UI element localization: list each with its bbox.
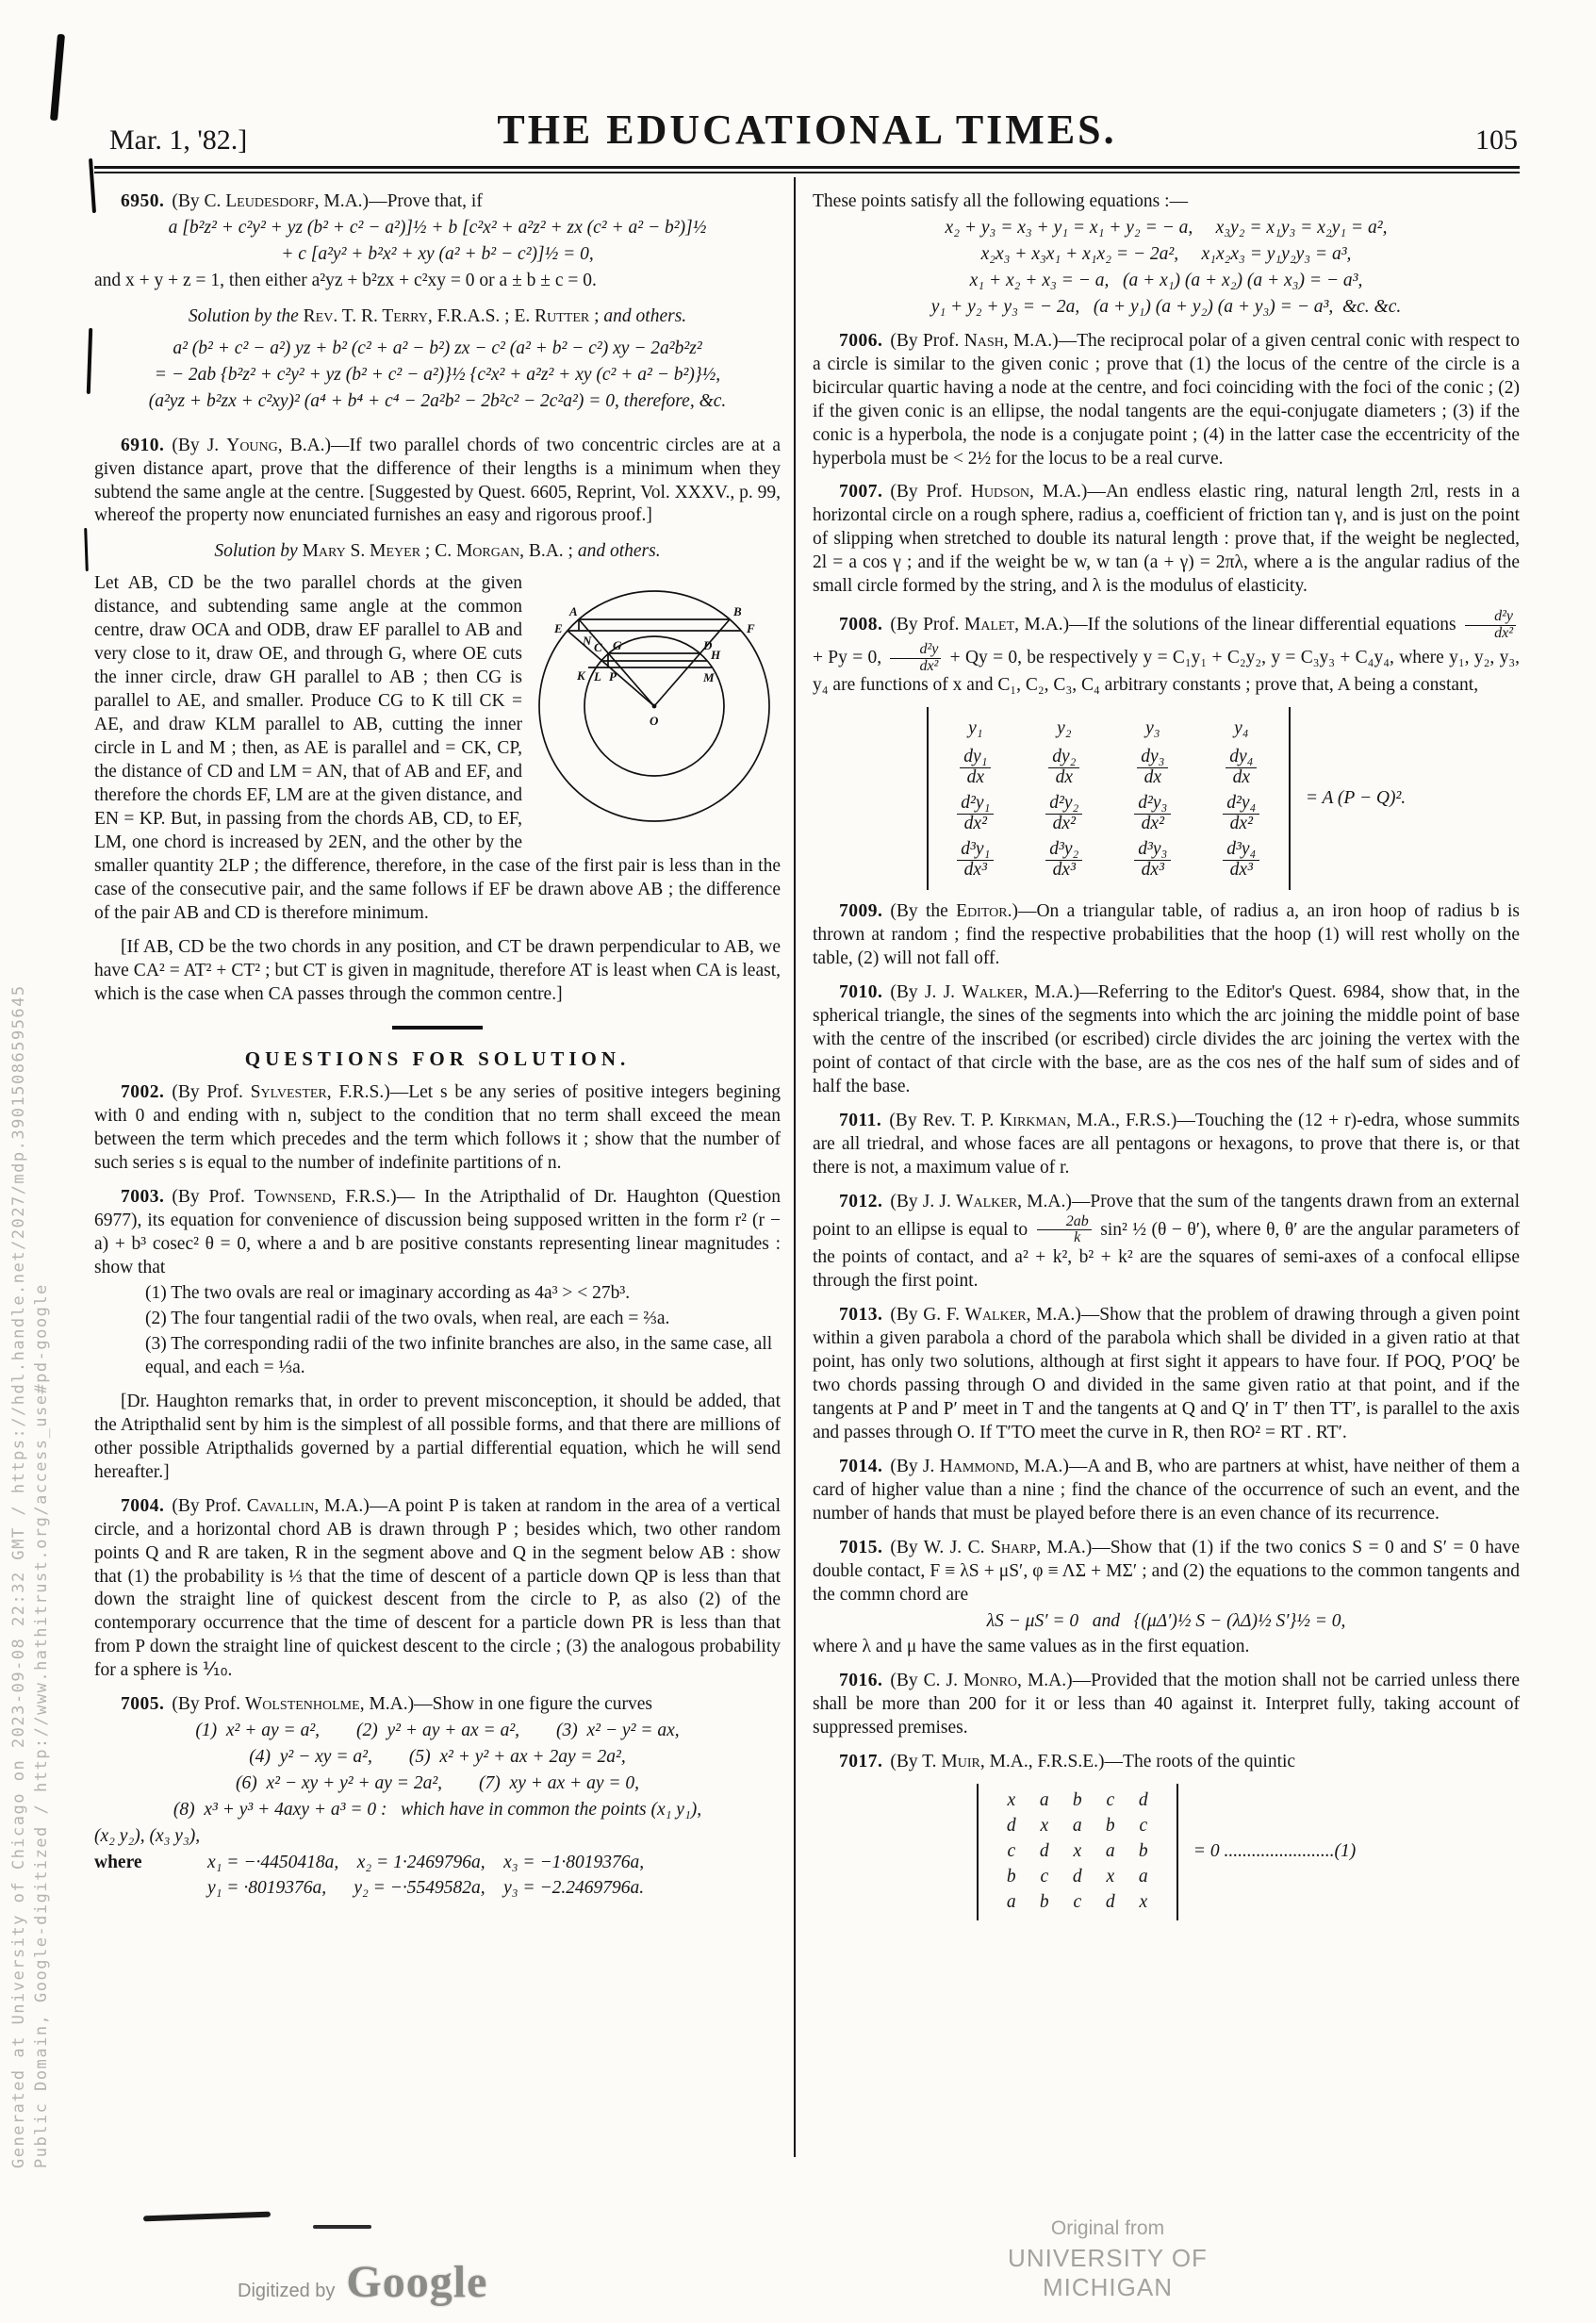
equation: (6) x² − xy + y² + ay = 2a², (7) xy + ax + ay = 0, xyxy=(235,1773,640,1794)
matrix-cell: $\frac{\text{d³y₂}}{\text{dx³}}$ xyxy=(1036,840,1093,880)
matrix-cell: a xyxy=(1105,1841,1115,1862)
question-text: —An endless elastic ring, natural length 2πl, rests in a horizontal circle on a rough sphere, radius a, coefficient of friction tan γ, and is just on the point of slipping when stretched to double its natural length : prove that, if the weight be neglected, 2l = a cos γ ; and if the weight be w, w tan (a + γ) = 2πλ, where a is the angular radius of the small circle formed by the string, and λ is the modulus of elasticity. xyxy=(813,482,1520,597)
matrix-cell: $\frac{\text{d²y₁}}{\text{dx²}}$ xyxy=(947,794,1004,833)
equation: λS − μS′ = 0 and {(μΔ′)½ S − (λΔ)½ S′}½ = 0, xyxy=(986,1610,1346,1631)
matrix-row xyxy=(997,1815,1158,1838)
question-number: 7015. xyxy=(839,1537,883,1557)
author-credit: , F.R.S.) xyxy=(326,1082,390,1103)
author-credit: (By Prof. xyxy=(890,330,964,351)
matrix-cell: x xyxy=(1007,1790,1016,1811)
author-name: Wolstenholme xyxy=(244,1694,360,1715)
solution-credit-post: and others. xyxy=(599,305,687,326)
author-credit: , M.A.) xyxy=(1026,1305,1081,1326)
gutter-license-note: Public Domain, Google-digitized / http://www.hathitrust.org/access_use#pd-google xyxy=(32,1283,51,2168)
question-text: —Provided that the motion shall not be carried unless there shall be more than 200 for it or less than 40 against it. Interpret fully, taking account of suppressed premises. xyxy=(813,1671,1520,1738)
inline-fraction: $\frac{2ab}{k}$ xyxy=(1037,1214,1092,1247)
list-item: (3) The corresponding radii of the two infinite branches are also, in the same case, all equal, and each = ⅓a. xyxy=(145,1333,773,1377)
equation: x₁ = −·4450418a, x₂ = 1·2469796a, x₃ = −1·8019376a, xyxy=(207,1853,645,1873)
question-text: —Show that (1) if the two conics S = 0 and S′ = 0 have double contact, F ≡ λS + μS′, φ ≡ ΛΣ + MΣ′ ; and (2) the equations to the common tangents and the commn chord are xyxy=(813,1537,1520,1605)
equation: (8) x³ + y³ + 4axy + a³ = 0 : which have in common the points (x₁ y₁), xyxy=(173,1800,702,1821)
author-name: Leudesdorf xyxy=(225,191,315,211)
question-number: 7004. xyxy=(121,1495,165,1516)
diagram-label: P xyxy=(609,669,617,684)
question-7004 xyxy=(94,1495,781,1684)
diagram-label: E xyxy=(554,621,563,636)
matrix-cell: y₃ xyxy=(1145,718,1160,739)
author-credit: , F.R.S.) xyxy=(331,1187,397,1208)
author-name: Hammond xyxy=(939,1456,1015,1476)
author-credit: , M.A.) xyxy=(1023,982,1080,1003)
matrix-cell: $\frac{\text{dy₃}}{dx}$ xyxy=(1125,748,1181,787)
question-text: —Show in one figure the curves xyxy=(414,1694,653,1715)
question-text: —The roots of the quintic xyxy=(1104,1752,1296,1772)
equation: x₂x₃ + x₃x₁ + x₁x₂ = − 2a², x₁x₂x₃ = y₁y₂y₃ = a³, xyxy=(980,243,1352,264)
list-item: (2) The four tangential radii of the two ovals, when real, are each = ⅔a. xyxy=(145,1309,670,1328)
question-number: 7005. xyxy=(121,1694,165,1715)
right-column xyxy=(794,177,1520,2157)
author-credit: (By Prof. xyxy=(172,1082,251,1103)
matrix-cell: x xyxy=(1073,1841,1082,1862)
author-name: Kirkman xyxy=(999,1110,1067,1130)
matrix-row xyxy=(947,840,1270,880)
question-number: 7011. xyxy=(839,1110,882,1130)
author-credit: , B.A.) xyxy=(277,435,332,455)
header-rule xyxy=(94,166,1520,173)
question-7005 xyxy=(94,1693,781,1717)
solution-6910 xyxy=(94,572,781,1006)
diagram-label: K xyxy=(577,668,585,684)
matrix-cell: d xyxy=(1039,1841,1049,1862)
equation: a [b²z² + c²y² + yz (b² + c² − a²)]½ + b [c²x² + a²z² + zx (c² + a² − b²)]½ xyxy=(168,217,707,238)
question-number: 7008. xyxy=(839,615,883,635)
page-title: THE EDUCATIONAL TIMES. xyxy=(497,107,1117,153)
question-number: 6910. xyxy=(121,435,165,455)
author-credit: , M.A., F.R.S.E.) xyxy=(979,1752,1105,1772)
matrix-cell: b xyxy=(1039,1892,1049,1913)
diagram-label: M xyxy=(703,670,715,685)
question-text: —If the solutions of the linear differential equations xyxy=(1069,615,1462,635)
matrix-cell: c xyxy=(1040,1867,1049,1887)
author-credit: , M.A.) xyxy=(1017,1671,1073,1691)
author-credit: , M.A.) xyxy=(314,191,370,211)
author-name: Editor xyxy=(956,901,1008,922)
author-credit: (By Rev. T. P. xyxy=(889,1110,1000,1130)
author-name: Sylvester xyxy=(250,1082,327,1103)
equation-note: where λ and μ have the same values as in the first equation. xyxy=(813,1637,1250,1657)
solution-remark: [If AB, CD be the two chords in any position, and CT be drawn perpendicular to AB, we have CA² = AT² + CT² ; but CT is given in magnitude, therefore AT is least when CA is least, which is the case when CA passes through the common centre.] xyxy=(94,936,781,1004)
matrix-cell: x xyxy=(1106,1867,1115,1887)
question-text: + Qy = 0, be respectively y = C₁y₁ + C₂y₂, y = C₃y₃ + C₄y₄, where y₁, y₂, y₃, y₄ are functions of x and C₁, C₂, C₃, C₄ arbitrary constants ; prove that, A being a constant, xyxy=(813,647,1521,696)
diagram-label: G xyxy=(613,638,622,653)
diagram-label: O xyxy=(650,714,659,729)
matrix-cell: a xyxy=(1039,1790,1049,1811)
matrix-cell: $\frac{\text{d²y₃}}{\text{dx²}}$ xyxy=(1125,794,1181,833)
question-text: —Touching the (12 + r)-edra, whose summits are all triedral, and whose faces are all pentagons or hexagons, to prove that there is, or that there is not, a maximum value of r. xyxy=(813,1110,1520,1178)
matrix-cell: a xyxy=(1138,1867,1148,1887)
scan-smudge xyxy=(313,2225,371,2229)
google-logo: Google xyxy=(346,2257,488,2307)
question-text: —Prove that, if xyxy=(369,191,483,211)
continuation-intro: These points satisfy all the following equations :— xyxy=(813,191,1189,211)
diagram-label: D xyxy=(703,638,713,653)
author-name: Malet xyxy=(964,615,1015,635)
solver-names: Mary S. Meyer ; C. Morgan, B.A. ; xyxy=(302,541,573,562)
author-credit: , M.A.) xyxy=(1014,1456,1069,1476)
page-content xyxy=(94,106,1520,2157)
matrix-row xyxy=(997,1891,1158,1915)
author-credit: .) xyxy=(1007,901,1018,922)
matrix-cell: y₁ xyxy=(968,718,983,739)
matrix-cell: c xyxy=(1073,1892,1082,1913)
equation: y₁ = ·8019376a, y₂ = −·5549582a, y₃ = −2.2469796a. xyxy=(207,1877,645,1898)
question-text: —On a triangular table, of radius a, an iron hoop of radius b is thrown at random ; find the respective probabilities that the hoop (1) will rest wholly on the table, (2) will not fall off. xyxy=(813,901,1520,969)
matrix-cell: a xyxy=(1006,1892,1016,1913)
where-line xyxy=(94,1852,781,1875)
matrix-cell: b xyxy=(1138,1841,1148,1862)
digitized-by-label: Digitized by xyxy=(238,2281,336,2301)
matrix-row xyxy=(947,717,1270,741)
question-number: 7003. xyxy=(121,1187,165,1208)
question-number: 6950. xyxy=(121,191,165,211)
question-number: 7013. xyxy=(839,1305,883,1326)
matrix-cell: x xyxy=(1040,1816,1049,1837)
question-number: 7007. xyxy=(839,482,883,502)
author-credit: (By C. xyxy=(172,191,226,211)
question-number: 7016. xyxy=(839,1671,883,1691)
equation: (4) y² − xy = a², (5) x² + y² + ax + 2ay = 2a², xyxy=(249,1747,626,1768)
section-divider xyxy=(392,1026,483,1030)
question-text: —Let s be any series of positive integers begining with 0 and ending with n, subject to the condition that no term shall exceed the mean between the term which precedes and the term which follows it ; show that the number of such series s is equal to the number of indefinite partitions of n. xyxy=(94,1082,781,1174)
matrix-cell: $\frac{\text{dy₂}}{dx}$ xyxy=(1036,748,1093,787)
solution-credit-pre: Solution by xyxy=(214,541,303,562)
author-credit: (By the xyxy=(890,901,957,922)
matrix-cell: a xyxy=(1072,1816,1082,1837)
author-credit: (By Prof. xyxy=(172,1187,255,1208)
question-7012 xyxy=(813,1191,1520,1293)
matrix-row xyxy=(947,794,1270,833)
author-credit: (By Prof. xyxy=(172,1694,245,1715)
question-7002 xyxy=(94,1081,781,1176)
where-label-spacer xyxy=(94,1877,207,1901)
matrix-cell: d xyxy=(1138,1790,1148,1811)
determinant-7017 xyxy=(813,1784,1520,1920)
left-column xyxy=(94,177,794,2157)
section-heading: QUESTIONS FOR SOLUTION. xyxy=(244,1046,631,1070)
matrix-cell: y₄ xyxy=(1234,718,1249,739)
issue-date: Mar. 1, '82.] xyxy=(109,124,248,156)
question-7016 xyxy=(813,1670,1520,1740)
equation: x₂ + y₃ = x₃ + y₁ = x₁ + y₂ = − a, x₃y₂ = x₁y₃ = x₂y₁ = a², xyxy=(945,217,1388,238)
question-text: —If two parallel chords of two concentric circles are at a given distance apart, prove that the difference of their lengths is a minimum when they subtend the same angle at the centre. [Suggested by Quest. 6605, Reprint, Vol. XXXV., p. 99, whereof the property now enunciated furnishes an easy and rigorous proof.] xyxy=(94,435,782,526)
question-7003 xyxy=(94,1186,781,1280)
equation: + c [a²y² + b²x² + xy (a² + b² − c²)]½ = 0, xyxy=(281,243,594,264)
matrix-cell: b xyxy=(1006,1867,1016,1887)
matrix-cell: c xyxy=(1139,1816,1148,1837)
question-6950 xyxy=(94,190,781,214)
question-7013 xyxy=(813,1304,1520,1445)
determinant-matrix xyxy=(927,707,1291,890)
question-6910 xyxy=(94,435,781,529)
author-name: Cavallin xyxy=(246,1495,315,1516)
equation: (x₂ y₂), (x₃ y₃), xyxy=(94,1826,201,1847)
original-institution: UNIVERSITY OF MICHIGAN xyxy=(1008,2244,1208,2301)
matrix-row xyxy=(997,1866,1158,1889)
matrix-cell: c xyxy=(1106,1790,1115,1811)
question-7014 xyxy=(813,1456,1520,1526)
equation: (1) x² + ay = a², (2) y² + ay + ax = a², (3) x² − y² = ax, xyxy=(195,1721,680,1741)
matrix-cell: b xyxy=(1072,1790,1082,1811)
author-name: Walker xyxy=(964,1305,1027,1326)
question-number: 7010. xyxy=(839,982,883,1003)
author-name: Hudson xyxy=(970,482,1030,502)
equation: (a²yz + b²zx + c²xy)² (a⁴ + b⁴ + c⁴ − 2a²b² − 2b²c² − 2c²a²) = 0, therefore, &c. xyxy=(148,390,727,411)
author-credit: , M.A.) xyxy=(1036,1537,1093,1557)
question-7015 xyxy=(813,1537,1520,1607)
question-number: 7014. xyxy=(839,1456,883,1476)
condition-line: and x + y + z = 1, then either a²yz + b²zx + c²xy = 0 or a ± b ± c = 0. xyxy=(94,270,597,290)
inline-fraction: $\frac{\text{d²y}}{\text{dx²}}$ xyxy=(890,642,941,675)
question-text: + Py = 0, xyxy=(813,647,887,667)
solution-credit-pre: Solution by the xyxy=(188,305,304,326)
matrix-cell: x xyxy=(1139,1892,1148,1913)
where-line xyxy=(94,1877,781,1901)
author-credit: , M.A.) xyxy=(314,1495,370,1516)
matrix-row xyxy=(997,1789,1158,1813)
original-from-footer xyxy=(947,2217,1268,2302)
diagram-label: H xyxy=(711,648,721,663)
diagram-label: N xyxy=(583,634,592,649)
author-name: Townsend xyxy=(254,1187,332,1208)
scan-artifact xyxy=(87,328,92,394)
question-number: 7006. xyxy=(839,330,883,351)
two-column-layout xyxy=(94,177,1520,2157)
author-credit: , M.A., F.R.S.) xyxy=(1066,1110,1177,1130)
matrix-cell: c xyxy=(1007,1841,1016,1862)
question-number: 7012. xyxy=(839,1191,883,1211)
question-text: —Referring to the Editor's Quest. 6984, show that, in the spherical triangle, the sines of the segments into which the arc joining the middle point of base with the centre of the inscribed (or escribed) circle divides the arc joining the vertex with the point of contact of that circle with the base, are as the cos nes of the half sum of sides and of half the base. xyxy=(813,982,1520,1096)
scan-smudge xyxy=(143,2212,271,2222)
equation: x₁ + x₂ + x₃ = − a, (a + x₁) (a + x₂) (a + x₃) = − a³, xyxy=(969,270,1363,290)
where-label: where xyxy=(94,1853,142,1873)
solver-names: Rev. T. R. Terry, F.R.A.S. ; E. Rutter ; xyxy=(303,305,600,326)
gutter-provenance-note: Generated at University of Chicago on 2023-09-08 22:32 GMT / https://hdl.handle.net/2027/mdp.39015086595645 xyxy=(9,984,28,2168)
question-number: 7017. xyxy=(839,1752,883,1772)
diagram-label: A xyxy=(569,604,578,619)
question-number: 7009. xyxy=(839,901,883,922)
inline-fraction: $\frac{\text{d²y}}{\text{dx²}}$ xyxy=(1465,609,1516,642)
equation: y₁ + y₂ + y₃ = − 2a, (a + y₁) (a + y₂) (a + y₃) = − a³, &c. &c. xyxy=(930,296,1402,317)
digitized-by-footer xyxy=(238,2256,487,2308)
matrix-cell: d xyxy=(1006,1816,1016,1837)
question-number: 7002. xyxy=(121,1082,165,1103)
question-text: sin² ½ (θ − θ′), where θ, θ′ are the angular parameters of the points of contact, and a² + k², b² + k² are the squares of semi-axes of a confocal ellipse through the first point. xyxy=(813,1219,1520,1292)
question-text: —The reciprocal polar of a given central conic with respect to a circle is similar to the given conic ; prove that (1) the locus of the centre of the circle is a bicircular quartic having a node at the centre, and foci coinciding with the foci of the conic ; (2) if the given conic is an ellipse, the nodal tangents are the equi-conjugate diameters ; (3) if the conic is a hyperbola, the node is a conjugate point ; (4) in the latter case the eccentricity of the hyperbola must be < 2½ for the locus to be a real curve. xyxy=(813,330,1520,469)
author-credit: (By J. xyxy=(172,435,227,455)
author-credit: , M.A.) xyxy=(359,1694,415,1715)
author-name: Sharp xyxy=(991,1537,1037,1557)
question-7017 xyxy=(813,1751,1520,1774)
solution-credit xyxy=(94,305,781,329)
matrix-row xyxy=(997,1840,1158,1864)
author-credit: (By J. xyxy=(890,1456,940,1476)
question-text: —Prove that the sum of the tangents drawn from an external point to an ellipse is equal to xyxy=(813,1191,1520,1240)
page-number: 105 xyxy=(1475,124,1518,156)
author-credit: , M.A.) xyxy=(1003,330,1059,351)
author-credit: (By Prof. xyxy=(890,615,965,635)
solution-credit-post: and others. xyxy=(572,541,661,562)
question-7010 xyxy=(813,981,1520,1099)
scan-artifact xyxy=(84,528,89,571)
determinant-7008 xyxy=(813,707,1520,890)
author-name: Nash xyxy=(963,330,1004,351)
author-name: Young xyxy=(226,435,278,455)
author-credit: (By W. J. C. xyxy=(890,1537,992,1557)
question-7011 xyxy=(813,1110,1520,1180)
question-7007 xyxy=(813,481,1520,599)
list-item: (1) The two ovals are real or imaginary according as 4a³ > < 27b³. xyxy=(145,1283,631,1304)
author-name: Walker xyxy=(956,1191,1018,1211)
scan-artifact xyxy=(50,34,65,121)
matrix-cell: $\frac{\text{d²y₂}}{\text{dx²}}$ xyxy=(1036,794,1093,833)
author-name: Monro xyxy=(963,1671,1018,1691)
original-from-label: Original from xyxy=(1050,2217,1165,2239)
matrix-cell: $\frac{\text{d²y₄}}{\text{dx²}}$ xyxy=(1213,794,1270,833)
author-credit: (By J. J. xyxy=(890,982,963,1003)
page-header xyxy=(94,106,1520,158)
concentric-circles-diagram xyxy=(534,576,781,829)
matrix-cell: b xyxy=(1105,1816,1115,1837)
matrix-cell: y₂ xyxy=(1057,718,1072,739)
question-text: —A point P is taken at random in the area of a vertical circle, and a horizontal chord AB is drawn through P ; besides which, two other random points Q and R are taken, R in the segment above and Q in the segment below AB : show that (1) the probability is ⅓ that the time of descent of a particle down QP is less than that down the straight line of quickest descent from the circle to P, as also (2) of the contemporary occurrence that the time of descent for a particle down PR is less than that from P down the straight line of quickest descent to the circle ; (3) the analogous probability for a sphere is ⅒. xyxy=(94,1495,781,1681)
question-7008 xyxy=(813,609,1520,698)
equation: a² (b² + c² − a²) yz + b² (c² + a² − b²) zx − c² (a² + b² − c²) xy − 2a²b²z² xyxy=(173,338,702,358)
author-credit: (By J. J. xyxy=(890,1191,957,1211)
author-credit: , M.A.) xyxy=(1014,615,1070,635)
editor-remark: [Dr. Haughton remarks that, in order to prevent misconception, it should be added, that the Atripthalid sent by him is the simplest of all possible forms, and that there are millions of other possible Atripthalids governed by a partial differential equation, which he will send hereafter.] xyxy=(94,1391,781,1482)
question-7006 xyxy=(813,330,1520,471)
diagram-label: L xyxy=(594,669,601,684)
diagram-label: F xyxy=(747,621,755,636)
determinant-result: = 0 ........................(1) xyxy=(1193,1841,1357,1862)
diagram-label: B xyxy=(733,604,742,619)
question-7009 xyxy=(813,900,1520,971)
solution-paragraph: Let AB, CD be the two parallel chords at the given distance, and subtending same angle at the common centre, draw OCA and ODB, draw EF parallel to AB and very close to it, draw OE, and through G, where OE cuts the inner circle, draw GH parallel to AB ; then CG is parallel to AE, and smaller. Produce CG to K till CK = AE, and draw KLM parallel to AB, cutting the inner circle in L and M ; then, as AE is parallel and = CK, CP, the distance of CD and LM = AN, that of AB and EF, and therefore the chords EF, LM are at the given distance, and EN = KP. But, in passing from the chords AB, CD, to EF, LM, one chord is increased by 2EN, and the other by the smaller quantity 2LP ; the difference, therefore, in the case of the first pair is less than in the case of the consecutive pair, and the same follows if EF be drawn above AB ; the difference of the pair AB and CD is therefore minimum. xyxy=(94,573,781,923)
diagram-label: C xyxy=(594,640,602,655)
matrix-cell: $\frac{\text{d³y₃}}{\text{dx³}}$ xyxy=(1125,840,1181,880)
question-text: —Show that the problem of drawing through a given point within a given parabola a chord of the parabola which shall be divided in a given ratio at that point, has only two solutions, although at first sight it appears to have four. If POQ, P′OQ′ be two chords passing through O and divided in the same given ratio at that point, and if the tangents at P and P′ meet in T and the tangents at Q and Q′ in T′ then TT′, is parallel to the axis and passes through O. If T′TO meet the curve in R, then RO² = RT . RT′. xyxy=(813,1305,1520,1442)
matrix-cell: d xyxy=(1072,1867,1082,1887)
solution-credit xyxy=(94,540,781,564)
author-credit: , M.A.) xyxy=(1017,1191,1072,1211)
matrix-cell: $\frac{\text{d³y₄}}{\text{dx³}}$ xyxy=(1213,840,1270,880)
author-credit: (By C. J. xyxy=(890,1671,964,1691)
author-name: Muir xyxy=(941,1752,980,1772)
matrix-cell: $\frac{\text{dy₁}}{dx}$ xyxy=(947,748,1004,787)
author-credit: , M.A.) xyxy=(1029,482,1088,502)
author-name: Walker xyxy=(962,982,1024,1003)
author-credit: (By Prof. xyxy=(890,482,971,502)
author-credit: (By Prof. xyxy=(172,1495,247,1516)
question-text: — In the Atripthalid of Dr. Haughton (Question 6977), its equation for convenience of discussion being supposed written in the form r² (r − a) + b³ cosec² θ = 0, where a and b are positive constants representing linear magnitudes : show that xyxy=(94,1187,781,1278)
author-credit: (By G. F. xyxy=(890,1305,965,1326)
matrix-row xyxy=(947,748,1270,787)
matrix-cell: $\frac{\text{dy₄}}{dx}$ xyxy=(1213,748,1270,787)
equation: = − 2ab {b²z² + c²y² + yz (b² + c² − a²)}½ {c²x² + a²z² + xy (c² + a² − b²)}½, xyxy=(154,364,721,385)
determinant-result: = A (P − Q)². xyxy=(1305,787,1407,808)
question-text: —A and B, who are partners at whist, have neither of them a card of higher value than a nine ; find the chance of the occurrence of such an event, and the number of hands that must be played before there is an even chance of its recurrence. xyxy=(813,1456,1521,1524)
determinant-matrix xyxy=(977,1784,1178,1920)
author-credit: (By T. xyxy=(890,1752,942,1772)
matrix-cell: $\frac{\text{d³y₁}}{\text{dx³}}$ xyxy=(947,840,1004,880)
matrix-cell: d xyxy=(1105,1892,1115,1913)
